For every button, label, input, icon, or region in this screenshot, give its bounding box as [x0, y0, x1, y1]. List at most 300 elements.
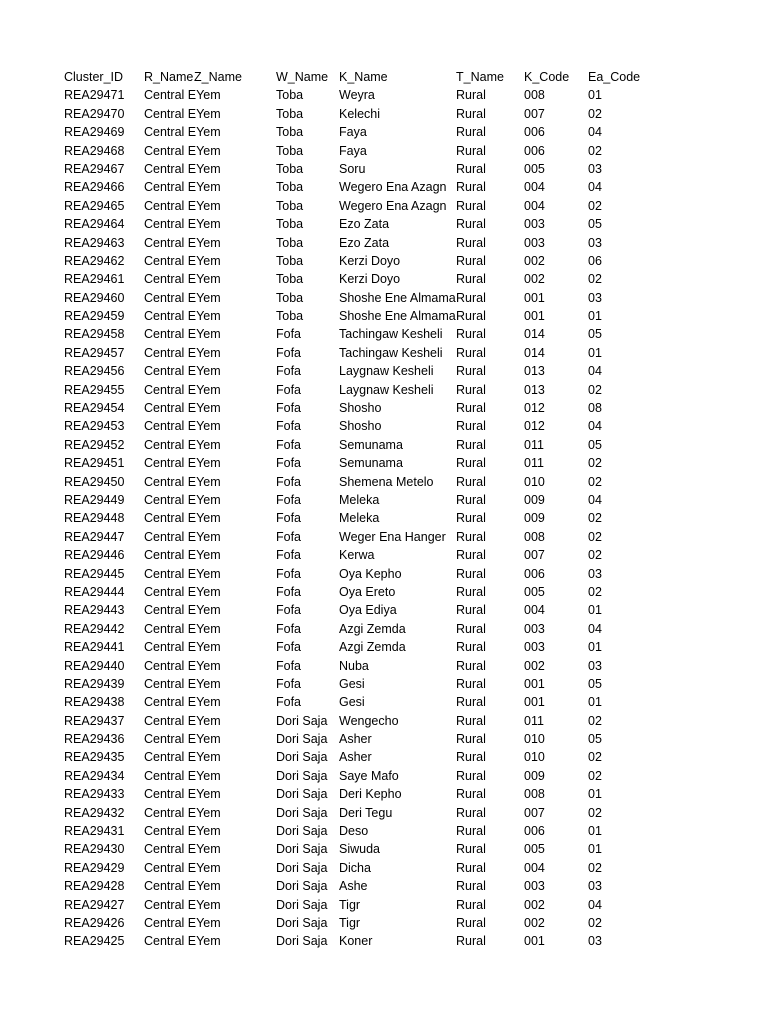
- cell-r-name: Central EYem: [144, 842, 221, 857]
- cell-r-name: Central EYem: [144, 529, 221, 544]
- cell-k-code: 001: [524, 695, 545, 710]
- cell-k-code: 007: [524, 805, 545, 820]
- cell-ea-code: 02: [588, 198, 602, 213]
- cell-r-name: Central EYem: [144, 125, 221, 140]
- cell-k-name: Kerzi Doyo: [339, 253, 401, 268]
- cell-r-name: Central EYem: [144, 603, 221, 618]
- cell-z-name: [194, 454, 276, 472]
- cell-z-name: [194, 86, 276, 104]
- cell-cluster-id: REA29426: [64, 915, 125, 930]
- header-w-name: W_Name: [276, 70, 329, 84]
- cell-k-name: Oya Kepho: [339, 566, 402, 581]
- cell-ea-code: 04: [588, 364, 602, 379]
- cell-ea-code: 02: [588, 584, 602, 599]
- table-row: [64, 620, 638, 638]
- cell-t-name: Rural: [456, 695, 486, 710]
- cell-r-name: Central EYem: [144, 879, 221, 894]
- table-row: [64, 491, 638, 509]
- header-row: [64, 68, 641, 86]
- cell-cluster-id: REA29430: [64, 842, 125, 857]
- cell-z-name: [194, 362, 276, 380]
- cell-k-name: Meleka: [339, 511, 380, 526]
- cell-ea-code: 02: [588, 143, 602, 158]
- cell-r-name: Central EYem: [144, 364, 221, 379]
- cell-k-code: 008: [524, 787, 545, 802]
- cell-r-name: Central EYem: [144, 658, 221, 673]
- cell-r-name: Central EYem: [144, 566, 221, 581]
- table-row: [64, 399, 638, 417]
- cell-cluster-id: REA29443: [64, 603, 125, 618]
- cell-t-name: Rural: [456, 309, 486, 324]
- cell-t-name: Rural: [456, 879, 486, 894]
- cell-r-name: Central EYem: [144, 382, 221, 397]
- cell-r-name: Central EYem: [144, 750, 221, 765]
- cell-cluster-id: REA29437: [64, 713, 125, 728]
- header-ea-code: Ea_Code: [588, 70, 641, 84]
- cell-z-name: [194, 877, 276, 895]
- cell-t-name: Rural: [456, 548, 486, 563]
- cell-k-code: 008: [524, 88, 545, 103]
- cell-w-name: Fofa: [276, 621, 302, 636]
- cell-z-name: [194, 160, 276, 178]
- cell-ea-code: 08: [588, 401, 602, 416]
- cell-r-name: Central EYem: [144, 860, 221, 875]
- cell-w-name: Dori Saja: [276, 842, 328, 857]
- cell-ea-code: 02: [588, 382, 602, 397]
- cell-k-name: Siwuda: [339, 842, 380, 857]
- header-k-name: K_Name: [339, 70, 388, 84]
- table-row: [64, 417, 638, 435]
- cell-z-name: [194, 289, 276, 307]
- cell-r-name: Central EYem: [144, 695, 221, 710]
- cell-t-name: Rural: [456, 584, 486, 599]
- cell-k-code: 007: [524, 106, 545, 121]
- cell-z-name: [194, 197, 276, 215]
- cell-r-name: Central EYem: [144, 640, 221, 655]
- cell-cluster-id: REA29441: [64, 640, 125, 655]
- cell-r-name: Central EYem: [144, 437, 221, 452]
- cell-r-name: Central EYem: [144, 180, 221, 195]
- cell-k-name: Laygnaw Kesheli: [339, 382, 434, 397]
- cell-w-name: Toba: [276, 198, 304, 213]
- table-row: [64, 877, 638, 895]
- cell-k-code: 011: [524, 713, 544, 728]
- table-row: [64, 509, 638, 527]
- cell-k-name: Azgi Zemda: [339, 640, 406, 655]
- cell-k-name: Nuba: [339, 658, 369, 673]
- cell-k-name: Ezo Zata: [339, 235, 390, 250]
- cell-t-name: Rural: [456, 860, 486, 875]
- cell-w-name: Dori Saja: [276, 824, 328, 839]
- cell-k-name: Oya Ereto: [339, 584, 396, 599]
- cell-w-name: Dori Saja: [276, 879, 328, 894]
- cell-cluster-id: REA29460: [64, 290, 125, 305]
- cell-k-name: Tachingaw Kesheli: [339, 345, 443, 360]
- cell-t-name: Rural: [456, 235, 486, 250]
- cell-ea-code: 02: [588, 915, 602, 930]
- cell-cluster-id: REA29451: [64, 456, 125, 471]
- cell-ea-code: 02: [588, 272, 602, 287]
- cell-k-name: Koner: [339, 934, 373, 949]
- cell-w-name: Dori Saja: [276, 860, 328, 875]
- table-row: [64, 436, 638, 454]
- cell-z-name: [194, 712, 276, 730]
- cell-r-name: Central EYem: [144, 621, 221, 636]
- cell-w-name: Fofa: [276, 640, 302, 655]
- cell-r-name: Central EYem: [144, 676, 221, 691]
- cell-z-name: [194, 859, 276, 877]
- cell-k-code: 010: [524, 732, 545, 747]
- cell-z-name: [194, 270, 276, 288]
- cell-t-name: Rural: [456, 401, 486, 416]
- table-row: [64, 638, 638, 656]
- table-row: [64, 307, 638, 325]
- cell-cluster-id: REA29449: [64, 492, 125, 507]
- cell-k-name: Semunama: [339, 437, 403, 452]
- cell-cluster-id: REA29454: [64, 401, 125, 416]
- cell-ea-code: 03: [588, 161, 602, 176]
- cell-k-name: Meleka: [339, 492, 380, 507]
- cell-cluster-id: REA29458: [64, 327, 125, 342]
- cell-ea-code: 02: [588, 750, 602, 765]
- cell-z-name: [194, 546, 276, 564]
- cell-ea-code: 03: [588, 235, 602, 250]
- cell-k-code: 006: [524, 125, 545, 140]
- cell-cluster-id: REA29429: [64, 860, 125, 875]
- cell-z-name: [194, 840, 276, 858]
- cell-ea-code: 04: [588, 125, 602, 140]
- cell-z-name: [194, 381, 276, 399]
- cell-z-name: [194, 620, 276, 638]
- cell-k-code: 008: [524, 529, 545, 544]
- cell-w-name: Dori Saja: [276, 805, 328, 820]
- cell-z-name: [194, 473, 276, 491]
- cell-r-name: Central EYem: [144, 768, 221, 783]
- cell-ea-code: 02: [588, 713, 602, 728]
- cell-r-name: Central EYem: [144, 253, 221, 268]
- cell-ea-code: 01: [588, 345, 602, 360]
- cell-ea-code: 02: [588, 805, 602, 820]
- cell-cluster-id: REA29465: [64, 198, 125, 213]
- cell-ea-code: 01: [588, 309, 602, 324]
- table-row: [64, 105, 638, 123]
- cell-k-code: 003: [524, 879, 545, 894]
- cell-w-name: Toba: [276, 143, 304, 158]
- cell-r-name: Central EYem: [144, 824, 221, 839]
- cell-k-name: Faya: [339, 125, 367, 140]
- cell-cluster-id: REA29440: [64, 658, 125, 673]
- cell-r-name: Central EYem: [144, 198, 221, 213]
- table-row: [64, 473, 638, 491]
- table-row: [64, 914, 638, 932]
- cell-w-name: Toba: [276, 125, 304, 140]
- cell-t-name: Rural: [456, 437, 486, 452]
- cell-t-name: Rural: [456, 603, 486, 618]
- cell-k-code: 009: [524, 768, 545, 783]
- cell-t-name: Rural: [456, 217, 486, 232]
- cell-k-name: Faya: [339, 143, 367, 158]
- cell-z-name: [194, 491, 276, 509]
- cell-r-name: Central EYem: [144, 88, 221, 103]
- cell-cluster-id: REA29444: [64, 584, 125, 599]
- cell-k-name: Shosho: [339, 419, 382, 434]
- cell-k-code: 006: [524, 143, 545, 158]
- cell-k-code: 013: [524, 382, 545, 397]
- cell-cluster-id: REA29464: [64, 217, 125, 232]
- cell-k-code: 003: [524, 640, 545, 655]
- cell-ea-code: 01: [588, 88, 602, 103]
- cell-w-name: Dori Saja: [276, 915, 328, 930]
- cell-t-name: Rural: [456, 824, 486, 839]
- cell-w-name: Fofa: [276, 327, 302, 342]
- cell-t-name: Rural: [456, 125, 486, 140]
- table-row: [64, 362, 638, 380]
- cell-r-name: Central EYem: [144, 713, 221, 728]
- cell-cluster-id: REA29427: [64, 897, 125, 912]
- cell-k-name: Tigr: [339, 897, 361, 912]
- cell-cluster-id: REA29425: [64, 934, 125, 949]
- cell-k-name: Gesi: [339, 695, 365, 710]
- cell-cluster-id: REA29432: [64, 805, 125, 820]
- cell-t-name: Rural: [456, 180, 486, 195]
- cell-k-code: 004: [524, 198, 545, 213]
- cell-k-name: Azgi Zemda: [339, 621, 406, 636]
- cell-w-name: Toba: [276, 161, 304, 176]
- cell-k-code: 003: [524, 217, 545, 232]
- cell-ea-code: 05: [588, 676, 602, 691]
- cell-w-name: Fofa: [276, 437, 302, 452]
- cell-k-code: 003: [524, 621, 545, 636]
- cell-cluster-id: REA29445: [64, 566, 125, 581]
- cell-t-name: Rural: [456, 492, 486, 507]
- cell-r-name: Central EYem: [144, 106, 221, 121]
- cell-ea-code: 02: [588, 768, 602, 783]
- cell-t-name: Rural: [456, 419, 486, 434]
- cell-k-name: Kerwa: [339, 548, 375, 563]
- cell-k-code: 012: [524, 401, 545, 416]
- cell-z-name: [194, 123, 276, 141]
- cell-ea-code: 03: [588, 934, 602, 949]
- cell-k-name: Tachingaw Kesheli: [339, 327, 443, 342]
- cell-w-name: Fofa: [276, 695, 302, 710]
- table-row: [64, 197, 638, 215]
- cell-z-name: [194, 105, 276, 123]
- cell-z-name: [194, 436, 276, 454]
- table-row: [64, 142, 638, 160]
- cell-w-name: Fofa: [276, 566, 302, 581]
- cell-ea-code: 05: [588, 327, 602, 342]
- cell-w-name: Fofa: [276, 419, 302, 434]
- cell-k-code: 003: [524, 235, 545, 250]
- cell-k-name: Semunama: [339, 456, 403, 471]
- cell-ea-code: 04: [588, 419, 602, 434]
- cell-cluster-id: REA29463: [64, 235, 125, 250]
- cell-w-name: Toba: [276, 106, 304, 121]
- table-row: [64, 546, 638, 564]
- cell-cluster-id: REA29442: [64, 621, 125, 636]
- cell-w-name: Fofa: [276, 456, 302, 471]
- cell-cluster-id: REA29455: [64, 382, 125, 397]
- cell-cluster-id: REA29457: [64, 345, 125, 360]
- table-row: [64, 252, 638, 270]
- cell-k-name: Kerzi Doyo: [339, 272, 401, 287]
- cell-ea-code: 03: [588, 290, 602, 305]
- cell-cluster-id: REA29439: [64, 676, 125, 691]
- cell-w-name: Fofa: [276, 474, 302, 489]
- cell-r-name: Central EYem: [144, 915, 221, 930]
- cell-z-name: [194, 325, 276, 343]
- table-row: [64, 785, 638, 803]
- cell-z-name: [194, 932, 276, 950]
- cell-k-name: Ezo Zata: [339, 217, 390, 232]
- cell-t-name: Rural: [456, 805, 486, 820]
- cell-cluster-id: REA29436: [64, 732, 125, 747]
- table-row: [64, 675, 638, 693]
- cell-t-name: Rural: [456, 143, 486, 158]
- cell-ea-code: 02: [588, 106, 602, 121]
- cell-cluster-id: REA29438: [64, 695, 125, 710]
- cell-z-name: [194, 142, 276, 160]
- cell-k-code: 001: [524, 934, 545, 949]
- spreadsheet-table: [64, 68, 641, 951]
- cell-r-name: Central EYem: [144, 401, 221, 416]
- table-row: [64, 160, 638, 178]
- cell-k-code: 006: [524, 566, 545, 581]
- cell-w-name: Toba: [276, 217, 304, 232]
- header-r-name: R_Name: [144, 70, 194, 84]
- cell-t-name: Rural: [456, 511, 486, 526]
- cell-t-name: Rural: [456, 713, 486, 728]
- cell-z-name: [194, 638, 276, 656]
- cell-k-code: 002: [524, 658, 545, 673]
- table-row: [64, 289, 638, 307]
- cell-ea-code: 04: [588, 180, 602, 195]
- cell-k-code: 013: [524, 364, 545, 379]
- cell-ea-code: 01: [588, 603, 602, 618]
- cell-t-name: Rural: [456, 161, 486, 176]
- cell-k-name: Wengecho: [339, 713, 399, 728]
- table-row: [64, 565, 638, 583]
- cell-k-code: 012: [524, 419, 545, 434]
- cell-t-name: Rural: [456, 290, 486, 305]
- cell-z-name: [194, 601, 276, 619]
- cell-k-code: 014: [524, 327, 545, 342]
- cell-k-name: Asher: [339, 750, 372, 765]
- cell-ea-code: 03: [588, 879, 602, 894]
- cell-k-name: Gesi: [339, 676, 365, 691]
- cell-k-code: 002: [524, 897, 545, 912]
- table-row: [64, 693, 638, 711]
- table-row: [64, 215, 638, 233]
- cell-ea-code: 06: [588, 253, 602, 268]
- cell-ea-code: 04: [588, 621, 602, 636]
- cell-w-name: Toba: [276, 253, 304, 268]
- cell-t-name: Rural: [456, 676, 486, 691]
- cell-w-name: Toba: [276, 180, 304, 195]
- cell-k-name: Deri Kepho: [339, 787, 402, 802]
- table-row: [64, 767, 638, 785]
- cell-w-name: Fofa: [276, 529, 302, 544]
- cell-k-code: 011: [524, 437, 544, 452]
- cell-w-name: Fofa: [276, 584, 302, 599]
- table-row: [64, 859, 638, 877]
- cell-k-name: Weyra: [339, 88, 375, 103]
- table-row: [64, 86, 638, 104]
- cell-t-name: Rural: [456, 566, 486, 581]
- cell-t-name: Rural: [456, 732, 486, 747]
- cell-r-name: Central EYem: [144, 143, 221, 158]
- cell-k-name: Wegero Ena Azagn: [339, 180, 447, 195]
- cell-z-name: [194, 215, 276, 233]
- cell-k-code: 009: [524, 511, 545, 526]
- cell-cluster-id: REA29452: [64, 437, 125, 452]
- cell-ea-code: 02: [588, 529, 602, 544]
- cell-w-name: Fofa: [276, 548, 302, 563]
- cell-z-name: [194, 528, 276, 546]
- cell-cluster-id: REA29428: [64, 879, 125, 894]
- cell-t-name: Rural: [456, 456, 486, 471]
- cell-t-name: Rural: [456, 842, 486, 857]
- cell-ea-code: 01: [588, 787, 602, 802]
- cell-t-name: Rural: [456, 474, 486, 489]
- cell-k-name: Kelechi: [339, 106, 380, 121]
- cell-cluster-id: REA29467: [64, 161, 125, 176]
- cell-w-name: Dori Saja: [276, 732, 328, 747]
- cell-z-name: [194, 804, 276, 822]
- cell-z-name: [194, 822, 276, 840]
- cell-t-name: Rural: [456, 253, 486, 268]
- cell-w-name: Dori Saja: [276, 768, 328, 783]
- cell-t-name: Rural: [456, 750, 486, 765]
- cell-z-name: [194, 344, 276, 362]
- cell-cluster-id: REA29448: [64, 511, 125, 526]
- cell-ea-code: 01: [588, 824, 602, 839]
- cell-ea-code: 02: [588, 456, 602, 471]
- cell-k-code: 004: [524, 860, 545, 875]
- cell-k-name: Shosho: [339, 401, 382, 416]
- cell-w-name: Toba: [276, 290, 304, 305]
- table-row: [64, 601, 638, 619]
- cell-k-name: Tigr: [339, 915, 361, 930]
- cell-k-code: 005: [524, 584, 545, 599]
- cell-k-code: 006: [524, 824, 545, 839]
- cell-t-name: Rural: [456, 327, 486, 342]
- cell-t-name: Rural: [456, 658, 486, 673]
- cell-z-name: [194, 583, 276, 601]
- cell-k-code: 004: [524, 180, 545, 195]
- cell-k-code: 009: [524, 492, 545, 507]
- cell-r-name: Central EYem: [144, 492, 221, 507]
- cell-z-name: [194, 307, 276, 325]
- cell-r-name: Central EYem: [144, 419, 221, 434]
- cell-w-name: Fofa: [276, 511, 302, 526]
- cell-ea-code: 02: [588, 474, 602, 489]
- cell-r-name: Central EYem: [144, 217, 221, 232]
- cell-k-code: 001: [524, 290, 545, 305]
- table-row: [64, 234, 638, 252]
- table-row: [64, 123, 638, 141]
- cell-cluster-id: REA29447: [64, 529, 125, 544]
- cell-z-name: [194, 565, 276, 583]
- cell-k-code: 010: [524, 474, 545, 489]
- cell-z-name: [194, 399, 276, 417]
- table-row: [64, 344, 638, 362]
- cell-k-name: Shemena Metelo: [339, 474, 434, 489]
- cell-t-name: Rural: [456, 106, 486, 121]
- table-row: [64, 730, 638, 748]
- table-row: [64, 896, 638, 914]
- cell-r-name: Central EYem: [144, 805, 221, 820]
